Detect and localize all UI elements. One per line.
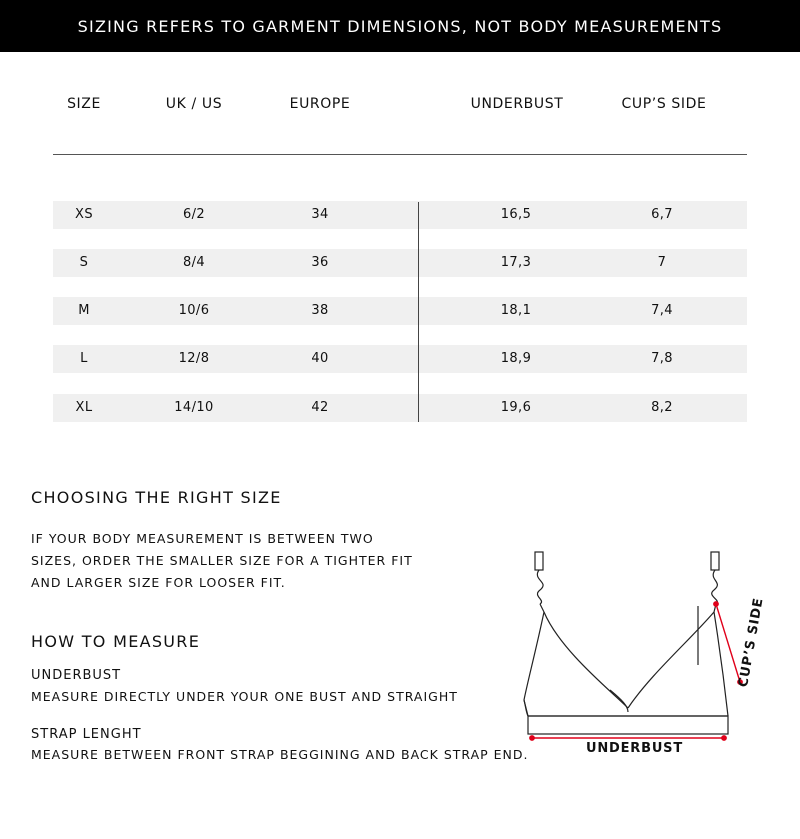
choosing-line: SIZES, ORDER THE SMALLER SIZE FOR A TIGHTER FIT xyxy=(31,553,413,568)
underbust-title: UNDERBUST xyxy=(31,668,122,683)
strap-text: MEASURE BETWEEN FRONT STRAP BEGGINING AND BACK STRAP END. xyxy=(31,747,529,762)
cell-ukus: 14/10 xyxy=(174,400,214,415)
cell-underbust: 19,6 xyxy=(500,400,532,415)
col-header-ukus: UK / US xyxy=(165,96,223,112)
cell-cup: 6,7 xyxy=(651,207,673,222)
cell-underbust: 17,3 xyxy=(500,255,532,270)
table-row xyxy=(53,345,747,373)
table-row xyxy=(53,201,747,229)
cell-cup: 7,8 xyxy=(651,351,673,366)
cell-size: XL xyxy=(75,400,93,415)
cell-underbust: 16,5 xyxy=(500,207,532,222)
cell-cup: 7,4 xyxy=(651,303,673,318)
column-divider xyxy=(418,202,419,422)
cell-size: S xyxy=(79,255,89,270)
cell-europe: 42 xyxy=(311,400,329,415)
measure-title: HOW TO MEASURE xyxy=(31,632,201,651)
cell-size: XS xyxy=(75,207,93,222)
choosing-line: IF YOUR BODY MEASUREMENT IS BETWEEN TWO xyxy=(31,531,374,546)
choosing-line: AND LARGER SIZE FOR LOOSER FIT. xyxy=(31,575,286,590)
cell-europe: 38 xyxy=(311,303,329,318)
cell-cup: 8,2 xyxy=(651,400,673,415)
cell-cup: 7 xyxy=(657,255,667,270)
cell-size: M xyxy=(78,303,90,318)
cell-size: L xyxy=(80,351,88,366)
cell-ukus: 6/2 xyxy=(182,207,206,222)
table-row xyxy=(53,394,747,422)
cell-europe: 40 xyxy=(311,351,329,366)
col-header-underbust: UNDERBUST xyxy=(470,96,564,112)
cell-ukus: 8/4 xyxy=(182,255,206,270)
bra-outline-icon xyxy=(510,540,770,770)
cell-europe: 36 xyxy=(311,255,329,270)
diagram-cup-label: CUP’S SIDE xyxy=(736,596,767,689)
choosing-title: CHOOSING THE RIGHT SIZE xyxy=(31,488,282,507)
col-header-size: SIZE xyxy=(67,96,101,112)
cell-europe: 34 xyxy=(311,207,329,222)
cell-ukus: 12/8 xyxy=(178,351,210,366)
underbust-text: MEASURE DIRECTLY UNDER YOUR ONE BUST AND STRAIGHT xyxy=(31,689,458,704)
col-header-europe: EUROPE xyxy=(289,96,351,112)
cell-underbust: 18,1 xyxy=(500,303,532,318)
strap-title: STRAP LENGHT xyxy=(31,727,142,742)
cell-ukus: 10/6 xyxy=(178,303,210,318)
header-divider xyxy=(53,154,747,155)
diagram-underbust-label: UNDERBUST xyxy=(586,741,684,756)
cell-underbust: 18,9 xyxy=(500,351,532,366)
table-row xyxy=(53,249,747,277)
page-banner: SIZING REFERS TO GARMENT DIMENSIONS, NOT BODY MEASUREMENTS xyxy=(0,0,800,52)
col-header-cup: CUP’S SIDE xyxy=(621,96,707,112)
table-row xyxy=(53,297,747,325)
